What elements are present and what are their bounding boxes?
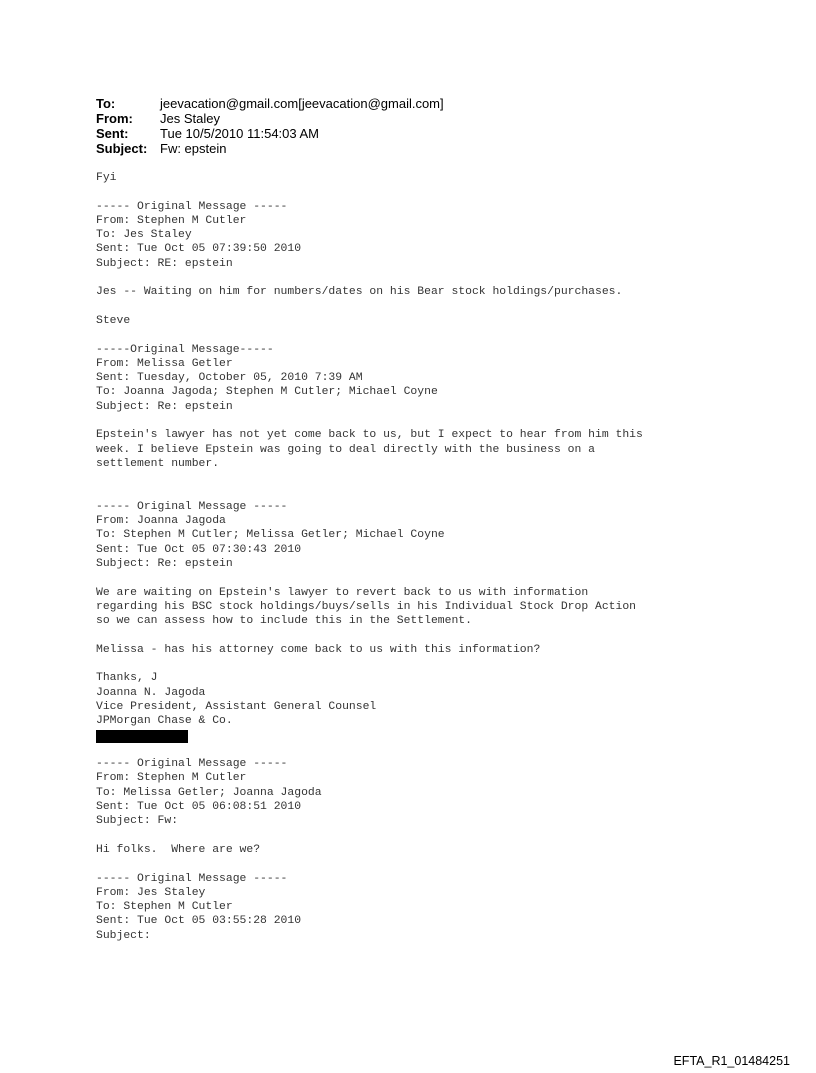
body-line: Subject: Fw:: [96, 815, 179, 828]
subject-label: Subject:: [96, 141, 148, 156]
body-line: -----Original Message-----: [96, 343, 274, 356]
body-line: Sent: Tue Oct 05 03:55:28 2010: [96, 915, 302, 928]
body-line: Steve: [96, 314, 131, 327]
body-line: [96, 486, 756, 500]
body-line: Subject: Re: epstein: [96, 400, 233, 413]
body-line: Jes -- Waiting on him for numbers/dates on his Bear stock holdings/purchases.: [96, 286, 623, 299]
body-line: Sent: Tuesday, October 05, 2010 7:39 AM: [96, 372, 363, 385]
body-line: Hi folks. Where are we?: [96, 843, 261, 856]
header-to-row: [96, 96, 716, 111]
body-line: [96, 743, 756, 757]
body-line: [96, 185, 756, 199]
body-line: [96, 300, 756, 314]
header-subject-row: [96, 141, 716, 156]
body-line: Subject: RE: epstein: [96, 257, 233, 270]
body-line: Epstein's lawyer has not yet come back to us, but I expect to hear from him this: [96, 429, 643, 442]
body-line: Vice President, Assistant General Counsel: [96, 700, 377, 713]
body-line: Melissa - has his attorney come back to us with this information?: [96, 643, 541, 656]
header-sent-row: [96, 126, 716, 141]
body-line: Thanks, J: [96, 672, 158, 685]
body-line: To: Melissa Getler; Joanna Jagoda: [96, 786, 322, 799]
body-line: [96, 471, 756, 485]
body-line: [96, 571, 756, 585]
body-line: From: Melissa Getler: [96, 357, 233, 370]
body-line: ----- Original Message -----: [96, 758, 288, 771]
body-line: To: Joanna Jagoda; Stephen M Cutler; Michael Coyne: [96, 386, 438, 399]
body-line: To: Stephen M Cutler; Melissa Getler; Michael Coyne: [96, 529, 445, 542]
body-line: From: Stephen M Cutler: [96, 772, 247, 785]
body-line: so we can assess how to include this in the Settlement.: [96, 615, 472, 628]
email-header: [96, 96, 716, 156]
body-line: [96, 629, 756, 643]
body-line: Sent: Tue Oct 05 07:30:43 2010: [96, 543, 302, 556]
body-line: [96, 328, 756, 342]
body-line: Fyi: [96, 172, 117, 184]
body-line: JPMorgan Chase & Co.: [96, 715, 233, 728]
body-line: From: Stephen M Cutler: [96, 214, 247, 227]
to-value: jeevacation@gmail.com[jeevacation@gmail.com]: [160, 96, 444, 111]
body-line: [96, 857, 756, 871]
body-line: We are waiting on Epstein's lawyer to revert back to us with information: [96, 586, 589, 599]
sent-value: Tue 10/5/2010 11:54:03 AM: [160, 126, 320, 141]
from-value: Jes Staley: [160, 111, 220, 126]
body-line: Sent: Tue Oct 05 06:08:51 2010: [96, 801, 302, 814]
body-line: From: Joanna Jagoda: [96, 515, 226, 528]
body-line: [96, 829, 756, 843]
subject-value: Fw: epstein: [160, 141, 227, 156]
to-label: To:: [96, 96, 116, 111]
body-line: [96, 657, 756, 671]
document-id: EFTA_R1_01484251: [673, 1054, 790, 1068]
body-line: [96, 414, 756, 428]
body-line: settlement number.: [96, 457, 220, 470]
body-line: Sent: Tue Oct 05 07:39:50 2010: [96, 243, 302, 256]
body-line: Joanna N. Jagoda: [96, 686, 206, 699]
redaction-line: [96, 729, 756, 743]
body-line: ----- Original Message -----: [96, 200, 288, 213]
from-label: From:: [96, 111, 133, 126]
body-line: week. I believe Epstein was going to deal directly with the business on a: [96, 443, 595, 456]
body-line: To: Jes Staley: [96, 229, 192, 242]
header-from-row: [96, 111, 716, 126]
body-line: Subject: Re: epstein: [96, 558, 233, 571]
body-line: ----- Original Message -----: [96, 872, 288, 885]
redaction-block: [96, 730, 188, 743]
body-line: Subject:: [96, 929, 151, 942]
sent-label: Sent:: [96, 126, 129, 141]
body-line: ----- Original Message -----: [96, 500, 288, 513]
email-body: [96, 171, 756, 957]
body-line: To: Stephen M Cutler: [96, 901, 233, 914]
body-line: regarding his BSC stock holdings/buys/sells in his Individual Stock Drop Action: [96, 600, 637, 613]
body-line: [96, 271, 756, 285]
body-line: From: Jes Staley: [96, 886, 206, 899]
body-line: [96, 943, 756, 957]
